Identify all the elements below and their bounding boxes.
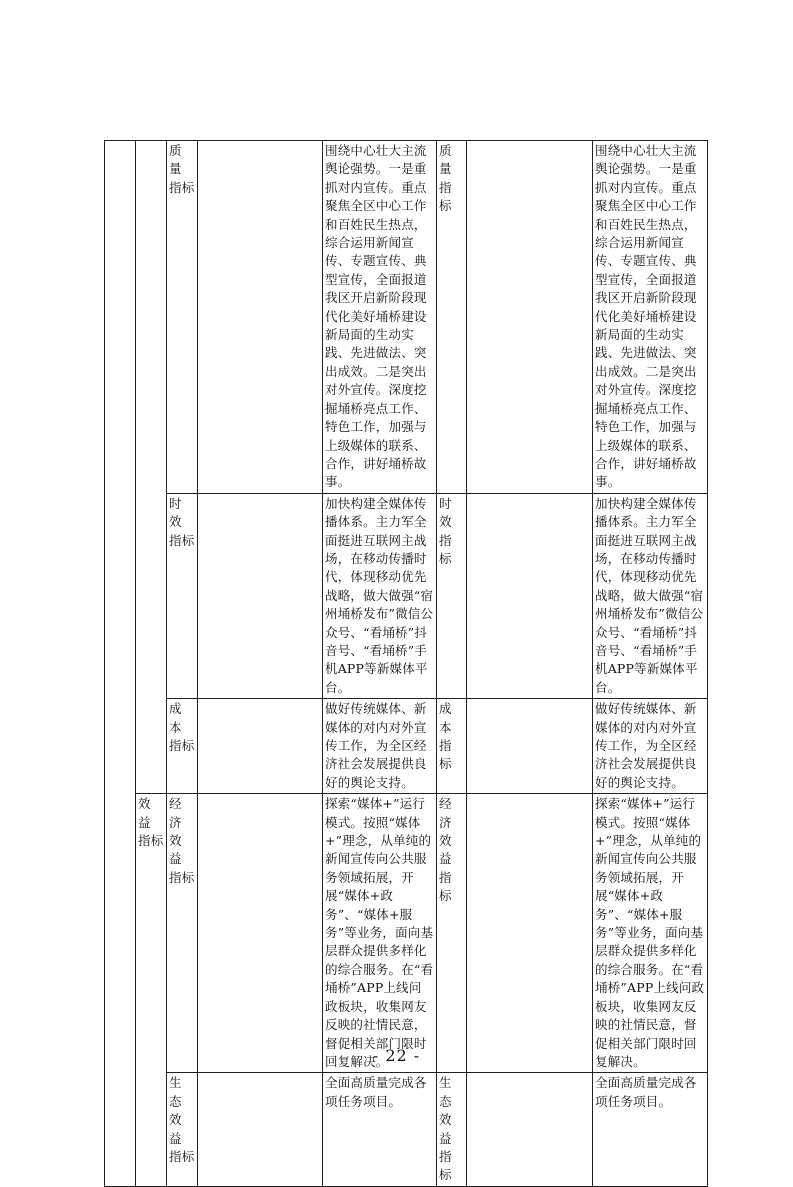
blank-cell	[467, 794, 593, 1073]
indicator-label-economic: 经 济 效 益 指标	[167, 794, 198, 1073]
indicator-label-quality-2: 质 量 指标	[437, 141, 467, 494]
benefit-group-label: 效 益 指标	[136, 794, 167, 1187]
indicator-content-quality-2: 围绕中心壮大主流舆论强势。一是重抓对内宣传。重点聚焦全区中心工作和百姓民生热点，综合运用新闻宣传、专题宣传、典型宣传，全面报道我区开启新阶段现代化美好埇桥建设新局面的生动实践、先进做法、突出成效。二是突出对外宣传。深度挖掘埇桥亮点工作、特色工作，加强与上级媒体的联系、合作，讲好埇桥故事。	[593, 141, 708, 494]
indicator-label-ecological-2: 生 态 效 益 指标	[437, 1073, 467, 1186]
table-row-quality	[105, 141, 708, 494]
indicator-label-economic-2: 经 济 效 益 指标	[437, 794, 467, 1073]
blank-cell	[198, 1073, 323, 1186]
indicator-label-timeliness: 时 效 指标	[167, 493, 198, 698]
indicator-content-ecological-2: 全面高质量完成各项任务项目。	[593, 1073, 708, 1186]
indicator-label-timeliness-2: 时 效 指标	[437, 493, 467, 698]
performance-indicator-table	[104, 140, 708, 1187]
blank-cell	[467, 1073, 593, 1186]
indicator-label-cost-2: 成 本 指标	[437, 699, 467, 794]
indicator-content-ecological: 全面高质量完成各项任务项目。	[323, 1073, 437, 1186]
blank-cell	[467, 493, 593, 698]
page-number: - 22 -	[372, 1046, 421, 1065]
table-row-ecological	[105, 1073, 708, 1186]
blank-cell	[467, 141, 593, 494]
blank-cell	[467, 699, 593, 794]
indicator-content-timeliness-2: 加快构建全媒体传播体系。主力军全面挺进互联网主战场，在移动传播时代，体现移动优先战略，做大做强“宿州埇桥发布”微信公众号、“看埇桥”抖音号、“看埇桥”手机APP等新媒体平台。	[593, 493, 708, 698]
indicator-content-quality: 围绕中心壮大主流舆论强势。一是重抓对内宣传。重点聚焦全区中心工作和百姓民生热点，综合运用新闻宣传、专题宣传、典型宣传，全面报道我区开启新阶段现代化美好埇桥建设新局面的生动实践、先进做法、突出成效。二是突出对外宣传。深度挖掘埇桥亮点工作、特色工作，加强与上级媒体的联系、合作，讲好埇桥故事。	[323, 141, 437, 494]
indicator-label-quality: 质 量 指标	[167, 141, 198, 494]
outer-blank-cell	[105, 141, 136, 1187]
indicator-content-economic: 探索“媒体+”运行模式。按照“媒体+”理念，从单纯的新闻宣传向公共服务领域拓展，开展“媒体+政务”、“媒体+服务”等业务，面向基层群众提供多样化的综合服务。在“看埇桥”APP上线问政板块，收集网友反映的社情民意，督促相关部门限时回复解决。	[323, 794, 437, 1073]
indicator-label-ecological: 生 态 效 益 指标	[167, 1073, 198, 1186]
table-row-cost	[105, 699, 708, 794]
indicator-content-timeliness: 加快构建全媒体传播体系。主力军全面挺进互联网主战场，在移动传播时代，体现移动优先战略，做大做强“宿州埇桥发布”微信公众号、“看埇桥”抖音号、“看埇桥”手机APP等新媒体平台。	[323, 493, 437, 698]
group-blank-cell	[136, 141, 167, 794]
blank-cell	[198, 141, 323, 494]
indicator-content-cost: 做好传统媒体、新媒体的对内对外宣传工作，为全区经济社会发展提供良好的舆论支持。	[323, 699, 437, 794]
table-row-economic	[105, 794, 708, 1073]
table-row-timeliness	[105, 493, 708, 698]
blank-cell	[198, 493, 323, 698]
blank-cell	[198, 699, 323, 794]
indicator-label-cost: 成 本 指标	[167, 699, 198, 794]
blank-cell	[198, 794, 323, 1073]
indicator-content-economic-2: 探索“媒体+”运行模式。按照“媒体+”理念，从单纯的新闻宣传向公共服务领域拓展，开展“媒体+政务”、“媒体+服务”等业务，面向基层群众提供多样化的综合服务。在“看埇桥”APP上线问政板块，收集网友反映的社情民意，督促相关部门限时回复解决。	[593, 794, 708, 1073]
indicator-content-cost-2: 做好传统媒体、新媒体的对内对外宣传工作，为全区经济社会发展提供良好的舆论支持。	[593, 699, 708, 794]
